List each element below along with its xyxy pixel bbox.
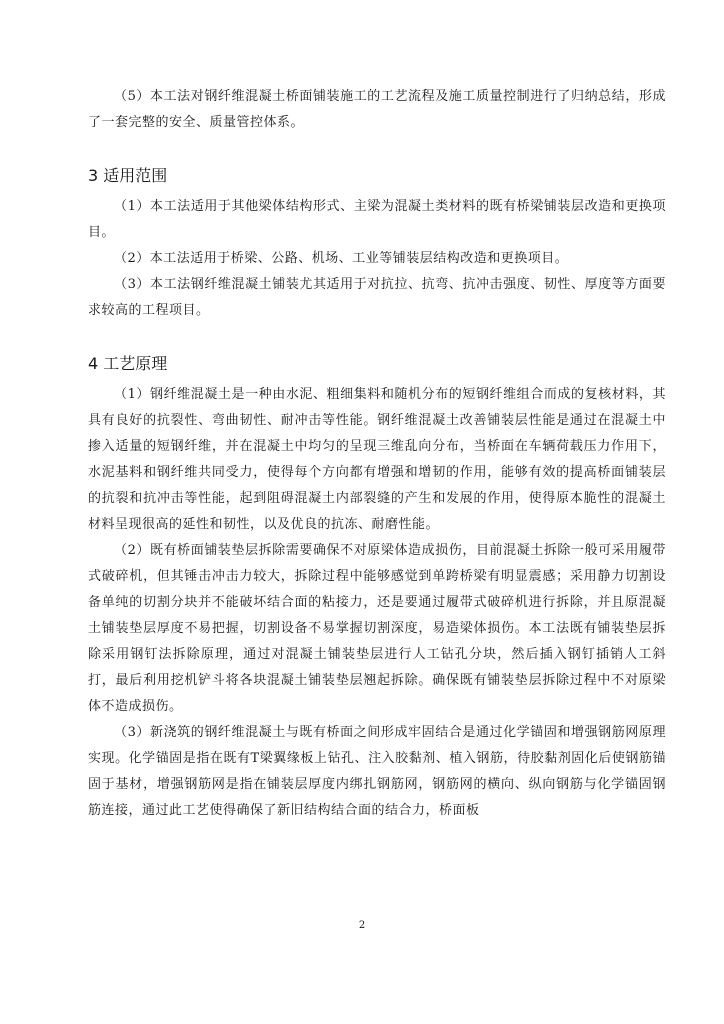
paragraph: （5）本工法对钢纤维混凝土桥面铺装施工的工艺流程及施工质量控制进行了归纳总结，形成了一套完整的安全、质量管控体系。 [88, 89, 666, 130]
paragraph: （3）新浇筑的钢纤维混凝土与既有桥面之间形成牢固结合是通过化学锚固和增强钢筋网原理实现。化学锚固是指在既有T梁翼缘板上钻孔、注入胶黏剂、植入钢筋，待胶黏剂固化后使钢筋锚固于基材，增强钢筋网是指在铺装层厚度内绑扎钢筋网，钢筋网的横向、纵向钢筋与化学锚固钢筋连接，通过此工艺使得确保了新旧结构结合面的结合力，桥面板 [88, 725, 666, 818]
paragraph: （2）既有桥面铺装垫层拆除需要确保不对原梁体造成损伤，目前混凝土拆除一般可采用履带式破碎机，但其锤击冲击力较大，拆除过程中能够感觉到单跨桥梁有明显震感；采用静力切割设备单纯的切割分块并不能破坏结合面的粘接力，还是要通过履带式破碎机进行拆除，并且原混凝土铺装垫层厚度不易把握，切割设备不易掌握切割深度，易造梁体损伤。本工法既有铺装垫层拆除采用钢钉法拆除原理，通过对混凝土铺装垫层进行人工钻孔分块，然后插入钢钉插销人工斜打，最后利用挖机铲斗将各块混凝土铺装垫层翘起拆除。确保既有铺装垫层拆除过程中不对原梁体不造成损伤。 [88, 543, 666, 714]
paragraph: （1）本工法适用于其他梁体结构形式、主梁为混凝土类材料的既有桥梁铺装层改造和更换项目。 [88, 199, 666, 240]
section-heading: 4 工艺原理 [88, 354, 168, 373]
section-heading: 3 适用范围 [88, 166, 168, 185]
paragraph: （2）本工法适用于桥梁、公路、机场、工业等铺装层结构改造和更换项目。 [114, 251, 569, 266]
page-number: 2 [358, 920, 366, 931]
page-content [88, 84, 666, 824]
paragraph: （1）钢纤维混凝土是一种由水泥、粗细集料和随机分布的短钢纤维组合而成的复核材料，其具有良好的抗裂性、弯曲韧性、耐冲击等性能。钢纤维混凝土改善铺装层性能是通过在混凝土中掺入适量的短钢纤维，并在混凝土中均匀的呈现三维乱向分布，当桥面在车辆荷载压力作用下，水泥基料和钢纤维共同受力，使得每个方向都有增强和增韧的作用，能够有效的提高桥面铺装层的抗裂和抗冲击等性能，起到阻碍混凝土内部裂缝的产生和发展的作用，使得原本脆性的混凝土材料呈现很高的延性和韧性，以及优良的抗冻、耐磨性能。 [88, 387, 666, 532]
paragraph: （3）本工法钢纤维混凝土铺装尤其适用于对抗拉、抗弯、抗冲击强度、韧性、厚度等方面要求较高的工程项目。 [88, 277, 666, 318]
